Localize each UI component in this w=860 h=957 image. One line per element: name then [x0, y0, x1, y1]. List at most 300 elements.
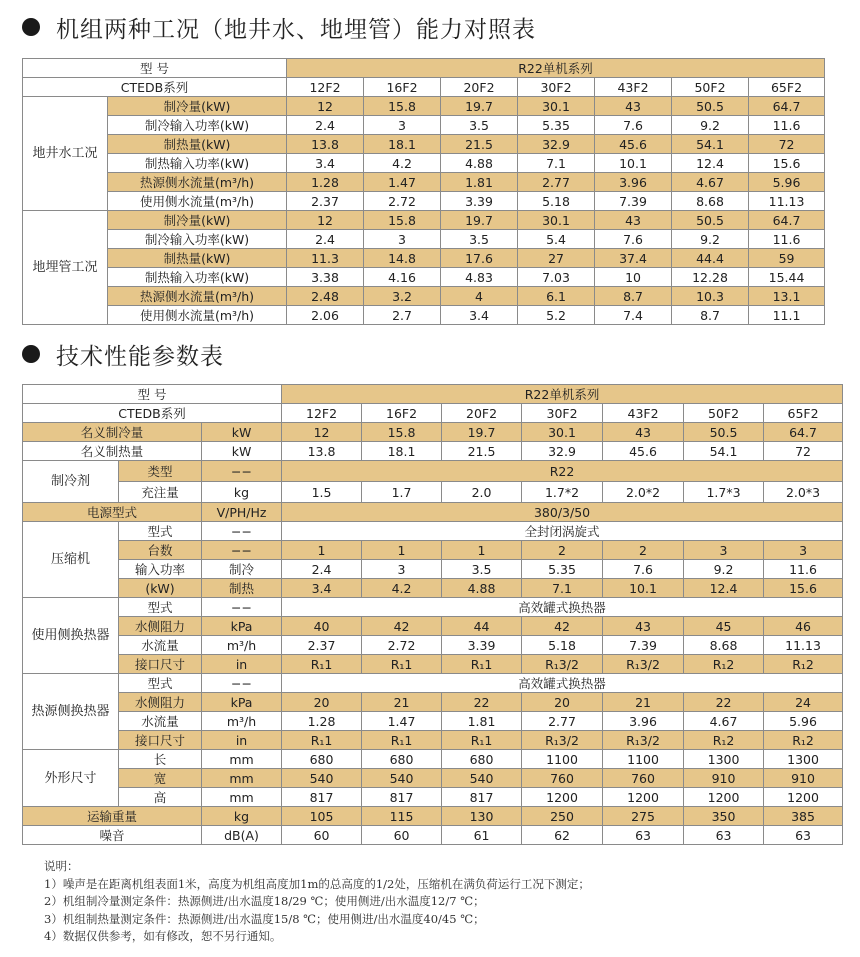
value-cell: 1200	[684, 788, 764, 807]
table-row	[23, 268, 825, 287]
value-cell: 817	[442, 788, 522, 807]
sub-label: 型式	[119, 674, 202, 693]
value-cell: 910	[764, 769, 843, 788]
value-cell: 1200	[764, 788, 843, 807]
table-row	[23, 249, 825, 268]
unit-cell: in	[202, 655, 282, 674]
value-cell: 45.6	[595, 135, 672, 154]
unit-cell: −−	[202, 598, 282, 617]
row-label: 制热量(kW)	[108, 135, 287, 154]
value-cell: 12	[287, 97, 364, 116]
value-cell: 2.7	[364, 306, 441, 325]
merged-value-cell: 高效罐式换热器	[282, 674, 843, 693]
unit-cell: kW	[202, 423, 282, 442]
value-cell: 46	[764, 617, 843, 636]
table-row	[23, 807, 843, 826]
table-row	[23, 192, 825, 211]
unit-cell: in	[202, 731, 282, 750]
value-cell: 8.68	[672, 192, 749, 211]
table-row	[23, 287, 825, 306]
value-cell: 3.4	[441, 306, 518, 325]
table-row	[23, 461, 843, 482]
value-cell: 1200	[522, 788, 603, 807]
model-column-header: 12F2	[282, 404, 362, 423]
value-cell: 43	[603, 423, 684, 442]
value-cell: 1.7*3	[684, 482, 764, 503]
row-label: 名义制冷量	[23, 423, 202, 442]
value-cell: 3.5	[442, 560, 522, 579]
unit-cell: m³/h	[202, 636, 282, 655]
row-label: 噪音	[23, 826, 202, 845]
value-cell: 40	[282, 617, 362, 636]
value-cell: 5.18	[518, 192, 595, 211]
value-cell: 14.8	[364, 249, 441, 268]
value-cell: 2.0*3	[764, 482, 843, 503]
table-row	[23, 712, 843, 731]
sub-label: 长	[119, 750, 202, 769]
header-row	[23, 404, 843, 423]
model-column-header: 20F2	[442, 404, 522, 423]
value-cell: 1	[362, 541, 442, 560]
value-cell: 21.5	[442, 442, 522, 461]
technical-spec-table	[22, 384, 843, 845]
value-cell: 4.67	[672, 173, 749, 192]
value-cell: 50.5	[672, 211, 749, 230]
value-cell: 30.1	[518, 97, 595, 116]
table-row	[23, 306, 825, 325]
value-cell: R₁3/2	[603, 731, 684, 750]
category-label: 热源侧换热器	[23, 674, 119, 750]
model-column-header: 65F2	[764, 404, 843, 423]
value-cell: 7.6	[595, 116, 672, 135]
model-column-header: 50F2	[672, 78, 749, 97]
sub-label: 接口尺寸	[119, 655, 202, 674]
value-cell: 20	[522, 693, 603, 712]
value-cell: 7.6	[595, 230, 672, 249]
value-cell: 7.39	[595, 192, 672, 211]
value-cell: 27	[518, 249, 595, 268]
sub-label: 型式	[119, 522, 202, 541]
section1-title-text: 机组两种工况（地井水、地埋管）能力对照表	[56, 16, 536, 43]
value-cell: 50.5	[672, 97, 749, 116]
value-cell: 3.2	[364, 287, 441, 306]
merged-value-cell: R22	[282, 461, 843, 482]
value-cell: 11.6	[749, 230, 825, 249]
value-cell: R₁2	[764, 655, 843, 674]
model-column-header: 43F2	[603, 404, 684, 423]
value-cell: 19.7	[442, 423, 522, 442]
value-cell: 1.47	[364, 173, 441, 192]
value-cell: 13.8	[287, 135, 364, 154]
value-cell: 15.44	[749, 268, 825, 287]
value-cell: 30.1	[522, 423, 603, 442]
value-cell: 22	[684, 693, 764, 712]
value-cell: 1.28	[282, 712, 362, 731]
value-cell: 1.5	[282, 482, 362, 503]
value-cell: 1.81	[441, 173, 518, 192]
value-cell: 32.9	[522, 442, 603, 461]
sub-label: (kW)	[119, 579, 202, 598]
unit-cell: kg	[202, 807, 282, 826]
value-cell: R₁2	[684, 731, 764, 750]
value-cell: 64.7	[749, 211, 825, 230]
value-cell: 1100	[522, 750, 603, 769]
value-cell: 4.88	[442, 579, 522, 598]
value-cell: 4.88	[441, 154, 518, 173]
row-label: 电源型式	[23, 503, 202, 522]
sub-label: 充注量	[119, 482, 202, 503]
table-row	[23, 116, 825, 135]
value-cell: 4.2	[362, 579, 442, 598]
value-cell: 4.83	[441, 268, 518, 287]
value-cell: 7.03	[518, 268, 595, 287]
unit-cell: −−	[202, 674, 282, 693]
row-label: 名义制热量	[23, 442, 202, 461]
table-row	[23, 750, 843, 769]
value-cell: 105	[282, 807, 362, 826]
unit-cell: 制热	[202, 579, 282, 598]
model-header: 型 号	[23, 59, 287, 78]
table-row	[23, 135, 825, 154]
table-row	[23, 211, 825, 230]
value-cell: 2	[603, 541, 684, 560]
model-column-header: 20F2	[441, 78, 518, 97]
series-header: CTEDB系列	[23, 78, 287, 97]
capacity-comparison-table	[22, 58, 825, 325]
value-cell: 12.4	[684, 579, 764, 598]
value-cell: 1.7	[362, 482, 442, 503]
sub-label: 输入功率	[119, 560, 202, 579]
value-cell: 3	[364, 230, 441, 249]
value-cell: 3	[364, 116, 441, 135]
value-cell: R₁2	[684, 655, 764, 674]
value-cell: 9.2	[684, 560, 764, 579]
category-label: 外形尺寸	[23, 750, 119, 807]
value-cell: 3.39	[441, 192, 518, 211]
value-cell: 2.4	[287, 116, 364, 135]
value-cell: 9.2	[672, 230, 749, 249]
value-cell: 43	[595, 97, 672, 116]
value-cell: 45.6	[603, 442, 684, 461]
value-cell: 3.4	[287, 154, 364, 173]
sub-label: 宽	[119, 769, 202, 788]
unit-cell: kPa	[202, 693, 282, 712]
model-column-header: 65F2	[749, 78, 825, 97]
sub-label: 接口尺寸	[119, 731, 202, 750]
value-cell: R₁1	[362, 655, 442, 674]
section2-title-text: 技术性能参数表	[56, 343, 224, 370]
row-label: 热源侧水流量(m³/h)	[108, 287, 287, 306]
value-cell: 18.1	[364, 135, 441, 154]
value-cell: 2.37	[282, 636, 362, 655]
table-row	[23, 769, 843, 788]
value-cell: 4.67	[684, 712, 764, 731]
sub-label: 型式	[119, 598, 202, 617]
unit-cell: mm	[202, 769, 282, 788]
value-cell: R₁1	[362, 731, 442, 750]
table-row	[23, 442, 843, 461]
row-label: 制冷输入功率(kW)	[108, 116, 287, 135]
value-cell: 540	[282, 769, 362, 788]
value-cell: R₁3/2	[603, 655, 684, 674]
section1-title	[22, 10, 536, 44]
category-label: 压缩机	[23, 522, 119, 598]
value-cell: 21	[603, 693, 684, 712]
value-cell: 10.3	[672, 287, 749, 306]
value-cell: 1200	[603, 788, 684, 807]
unit-cell: kg	[202, 482, 282, 503]
value-cell: R₁3/2	[522, 731, 603, 750]
table-row	[23, 230, 825, 249]
sub-label: 台数	[119, 541, 202, 560]
value-cell: 43	[603, 617, 684, 636]
unit-cell: mm	[202, 788, 282, 807]
value-cell: 7.6	[603, 560, 684, 579]
table-row	[23, 636, 843, 655]
value-cell: 5.18	[522, 636, 603, 655]
value-cell: 3.96	[603, 712, 684, 731]
value-cell: 5.96	[764, 712, 843, 731]
value-cell: R₁1	[282, 655, 362, 674]
merged-value-cell: 全封闭涡旋式	[282, 522, 843, 541]
row-label: 制热量(kW)	[108, 249, 287, 268]
value-cell: 63	[603, 826, 684, 845]
value-cell: 11.13	[749, 192, 825, 211]
row-label: 制冷输入功率(kW)	[108, 230, 287, 249]
value-cell: 9.2	[672, 116, 749, 135]
value-cell: 44	[442, 617, 522, 636]
value-cell: 1300	[764, 750, 843, 769]
value-cell: 2.4	[287, 230, 364, 249]
value-cell: 250	[522, 807, 603, 826]
series-group-header: R22单机系列	[282, 385, 843, 404]
value-cell: 63	[764, 826, 843, 845]
value-cell: 680	[442, 750, 522, 769]
sub-label: 高	[119, 788, 202, 807]
value-cell: 350	[684, 807, 764, 826]
value-cell: 7.1	[522, 579, 603, 598]
series-group-header: R22单机系列	[287, 59, 825, 78]
table-row	[23, 423, 843, 442]
condition-group-label: 地埋管工况	[23, 211, 108, 325]
value-cell: 54.1	[684, 442, 764, 461]
sub-label: 水侧阻力	[119, 693, 202, 712]
model-column-header: 50F2	[684, 404, 764, 423]
row-label: 运输重量	[23, 807, 202, 826]
value-cell: 2.48	[287, 287, 364, 306]
value-cell: 4.16	[364, 268, 441, 287]
value-cell: 130	[442, 807, 522, 826]
value-cell: 3	[684, 541, 764, 560]
value-cell: 2.72	[362, 636, 442, 655]
row-label: 制冷量(kW)	[108, 211, 287, 230]
value-cell: 1.28	[287, 173, 364, 192]
table-row	[23, 503, 843, 522]
value-cell: 30.1	[518, 211, 595, 230]
value-cell: 7.1	[518, 154, 595, 173]
table-row	[23, 560, 843, 579]
value-cell: 60	[282, 826, 362, 845]
value-cell: 4.2	[364, 154, 441, 173]
value-cell: 5.4	[518, 230, 595, 249]
value-cell: 21	[362, 693, 442, 712]
series-header: CTEDB系列	[23, 404, 282, 423]
model-column-header: 30F2	[518, 78, 595, 97]
value-cell: 1.81	[442, 712, 522, 731]
value-cell: 3.5	[441, 116, 518, 135]
note-item: 1）噪声是在距离机组表面1米，高度为机组高度加1m的总高度的1/2处，压缩机在满负荷运行工况下测定；	[44, 876, 590, 891]
value-cell: 1	[442, 541, 522, 560]
value-cell: 60	[362, 826, 442, 845]
note-item: 2）机组制冷量测定条件：热源侧进/出水温度18/29 ℃；使用侧进/出水温度12/7 ℃；	[44, 894, 485, 909]
value-cell: 3	[764, 541, 843, 560]
value-cell: 1	[282, 541, 362, 560]
unit-cell: 制冷	[202, 560, 282, 579]
value-cell: 10	[595, 268, 672, 287]
value-cell: 45	[684, 617, 764, 636]
note-item: 3）机组制热量测定条件：热源侧进/出水温度15/8 ℃；使用侧进/出水温度40/45 ℃；	[44, 911, 485, 926]
value-cell: 62	[522, 826, 603, 845]
value-cell: 2.0	[442, 482, 522, 503]
value-cell: 17.6	[441, 249, 518, 268]
model-column-header: 12F2	[287, 78, 364, 97]
value-cell: 5.35	[522, 560, 603, 579]
value-cell: 7.39	[603, 636, 684, 655]
value-cell: 42	[362, 617, 442, 636]
value-cell: 817	[282, 788, 362, 807]
sub-label: 水流量	[119, 712, 202, 731]
value-cell: 5.96	[749, 173, 825, 192]
value-cell: 760	[522, 769, 603, 788]
value-cell: 11.13	[764, 636, 843, 655]
value-cell: 7.4	[595, 306, 672, 325]
merged-value-cell: 高效罐式换热器	[282, 598, 843, 617]
category-label: 制冷剂	[23, 461, 119, 503]
table-row	[23, 173, 825, 192]
value-cell: 2.77	[522, 712, 603, 731]
table-row	[23, 154, 825, 173]
value-cell: 12.28	[672, 268, 749, 287]
value-cell: 11.6	[764, 560, 843, 579]
row-label: 制热输入功率(kW)	[108, 268, 287, 287]
value-cell: 19.7	[441, 97, 518, 116]
value-cell: 19.7	[441, 211, 518, 230]
table-row	[23, 579, 843, 598]
table-row	[23, 731, 843, 750]
value-cell: 2	[522, 541, 603, 560]
value-cell: 817	[362, 788, 442, 807]
value-cell: 2.06	[287, 306, 364, 325]
model-column-header: 30F2	[522, 404, 603, 423]
value-cell: 4	[441, 287, 518, 306]
value-cell: 12	[287, 211, 364, 230]
value-cell: 2.0*2	[603, 482, 684, 503]
value-cell: 64.7	[764, 423, 843, 442]
value-cell: 13.8	[282, 442, 362, 461]
notes-heading: 说明：	[44, 859, 79, 873]
row-label: 使用侧水流量(m³/h)	[108, 306, 287, 325]
value-cell: R₁2	[764, 731, 843, 750]
value-cell: 42	[522, 617, 603, 636]
value-cell: 275	[603, 807, 684, 826]
value-cell: 1.7*2	[522, 482, 603, 503]
value-cell: 22	[442, 693, 522, 712]
unit-cell: mm	[202, 750, 282, 769]
value-cell: 13.1	[749, 287, 825, 306]
value-cell: 1300	[684, 750, 764, 769]
value-cell: 15.8	[362, 423, 442, 442]
value-cell: 6.1	[518, 287, 595, 306]
row-label: 制热输入功率(kW)	[108, 154, 287, 173]
table-row	[23, 482, 843, 503]
value-cell: 1100	[603, 750, 684, 769]
value-cell: 59	[749, 249, 825, 268]
table-row	[23, 655, 843, 674]
value-cell: 910	[684, 769, 764, 788]
value-cell: R₁1	[442, 655, 522, 674]
value-cell: 3.96	[595, 173, 672, 192]
unit-cell: kW	[202, 442, 282, 461]
value-cell: 10.1	[595, 154, 672, 173]
value-cell: 5.35	[518, 116, 595, 135]
notes-section	[44, 858, 590, 946]
model-header: 型 号	[23, 385, 282, 404]
value-cell: 2.37	[287, 192, 364, 211]
value-cell: 760	[603, 769, 684, 788]
value-cell: 2.72	[364, 192, 441, 211]
value-cell: 1.47	[362, 712, 442, 731]
value-cell: 680	[362, 750, 442, 769]
value-cell: 72	[749, 135, 825, 154]
value-cell: 3.4	[282, 579, 362, 598]
value-cell: 12	[282, 423, 362, 442]
unit-cell: −−	[202, 522, 282, 541]
value-cell: 72	[764, 442, 843, 461]
value-cell: 18.1	[362, 442, 442, 461]
value-cell: 8.7	[595, 287, 672, 306]
value-cell: 37.4	[595, 249, 672, 268]
header-row	[23, 59, 825, 78]
unit-cell: m³/h	[202, 712, 282, 731]
value-cell: 385	[764, 807, 843, 826]
header-row	[23, 385, 843, 404]
table-row	[23, 788, 843, 807]
model-column-header: 43F2	[595, 78, 672, 97]
value-cell: 11.3	[287, 249, 364, 268]
value-cell: 5.2	[518, 306, 595, 325]
bullet-dot-icon	[22, 345, 40, 363]
value-cell: 63	[684, 826, 764, 845]
value-cell: 10.1	[603, 579, 684, 598]
value-cell: 2.4	[282, 560, 362, 579]
table-row	[23, 826, 843, 845]
unit-cell: −−	[202, 461, 282, 482]
value-cell: 54.1	[672, 135, 749, 154]
value-cell: 15.6	[749, 154, 825, 173]
table-row	[23, 97, 825, 116]
model-column-header: 16F2	[362, 404, 442, 423]
merged-value-cell: 380/3/50	[282, 503, 843, 522]
value-cell: R₁3/2	[522, 655, 603, 674]
table-row	[23, 617, 843, 636]
value-cell: 680	[282, 750, 362, 769]
value-cell: 11.1	[749, 306, 825, 325]
value-cell: 3.5	[441, 230, 518, 249]
value-cell: R₁1	[442, 731, 522, 750]
value-cell: 20	[282, 693, 362, 712]
unit-cell: kPa	[202, 617, 282, 636]
value-cell: 61	[442, 826, 522, 845]
